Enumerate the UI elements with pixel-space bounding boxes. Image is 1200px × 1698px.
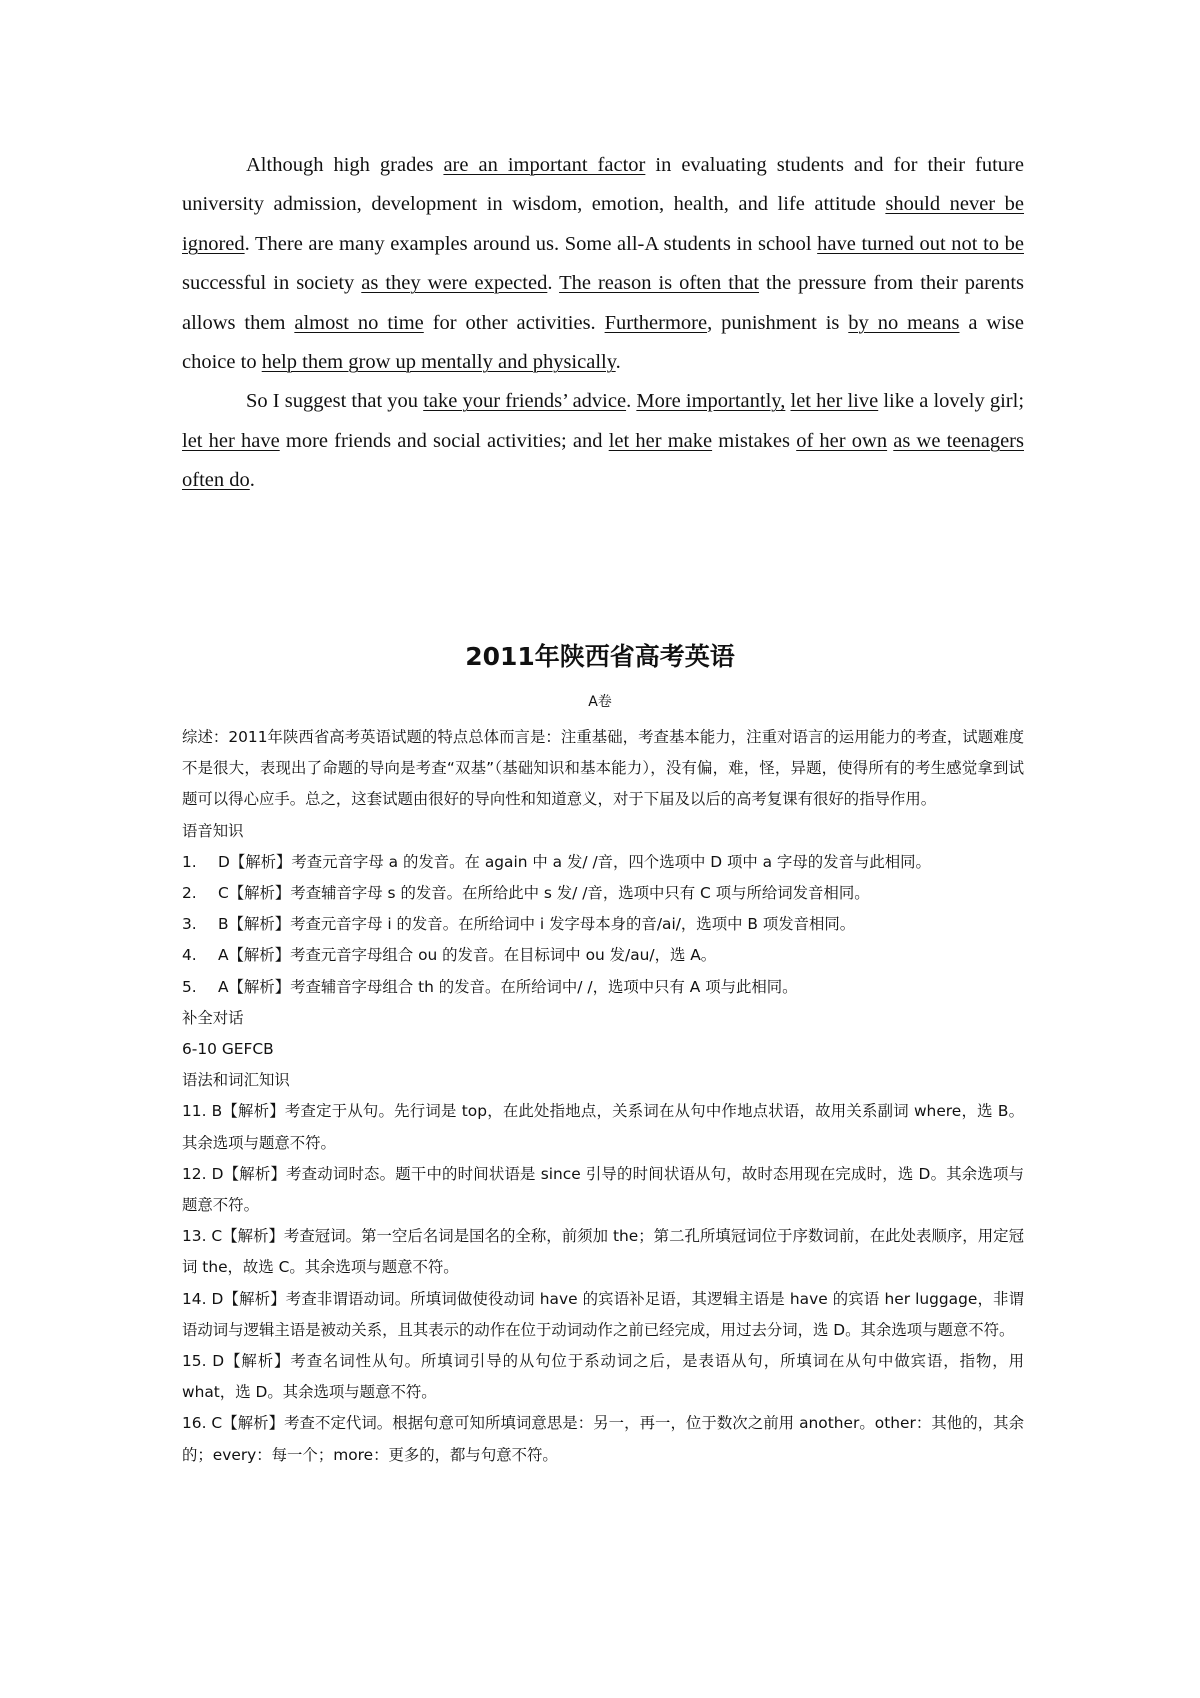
essay-text: like a lovely girl; — [878, 390, 1025, 413]
essay-text: . — [547, 272, 560, 295]
underlined-phrase: by no means — [848, 311, 960, 334]
underlined-phrase: are an important factor — [443, 154, 646, 176]
essay-text: . — [626, 390, 637, 413]
essay-text: a wise choice to — [182, 311, 1024, 374]
grammar-item: 15. D【解析】考查名词性从句。所填词引导的从句位于系动词之后，是表语从句，所填词在从句中做宾语，指物，用 what，选 D。其余选项与题意不符。 — [182, 1352, 1024, 1402]
essay-paragraph-1 — [182, 146, 1024, 382]
grammar-item: 13. C【解析】考查冠词。第一空后名词是国名的全称，前须加 the；第二孔所填冠词位于序数词前，在此处表顺序，用定冠词 the，故选 C。其余选项与题意不符。 — [182, 1227, 1024, 1277]
section-heading-dialogue: 补全对话 — [182, 1008, 244, 1027]
summary-paragraph: 综述：2011年陕西省高考英语试题的特点总体而言是：注重基础，考查基本能力，注重对语言的运用能力的考查，试题难度不是很大，表现出了命题的导向是考查“双基”（基础知识和基本能力），没有偏，难，怪，异题，使得所有的考生感觉拿到试题可以得心应手。总之，这套试题由很好的导向性和知道意义，对于下届及以后的高考复课有很好的指导作用。 — [182, 728, 1024, 809]
essay-text: the pressure from their parents allows them — [182, 272, 1024, 334]
essay-text: So I suggest that you — [246, 390, 424, 413]
essay-text: . — [249, 469, 255, 492]
item-number: 5. — [182, 977, 197, 996]
item-text: C【解析】考查辅音字母 s 的发音。在所给此中 s 发/ /音，选项中只有 C 项与所给词发音相同。 — [218, 884, 870, 903]
item-number: 4. — [182, 946, 197, 965]
essay-text: for other activities. — [423, 311, 605, 334]
item-number: 3. — [182, 915, 197, 934]
underlined-phrase: should never be ignored — [182, 193, 1025, 255]
essay-text: more friends and social activities; and — [279, 429, 609, 452]
item-text: A【解析】考查辅音字母组合 th 的发音。在所给词中/ /，选项中只有 A 项与此相同。 — [218, 977, 798, 996]
underlined-phrase: of her own — [796, 429, 888, 452]
underlined-phrase: More importantly, — [636, 390, 786, 413]
page-subtitle: A卷 — [588, 694, 612, 710]
dialogue-answers: 6-10 GEFCB — [182, 1040, 274, 1059]
item-number: 2. — [182, 884, 197, 903]
item-number: 1. — [182, 852, 197, 871]
underlined-phrase: as we teenagers often do — [182, 429, 1024, 492]
essay-text: in evaluating students and for their future university admission, development in wisdom, emotion, health, and life attitude — [182, 154, 1024, 216]
underlined-phrase: take your friends’ advice — [423, 390, 627, 413]
underlined-phrase: Furthermore — [604, 311, 708, 334]
grammar-item: 14. D【解析】考查非谓语动词。所填词做使役动词 have 的宾语补足语，其逻辑主语是 have 的宾语 her luggage，非谓语动词与逻辑主语是被动关系，且其表示的动作在位于动词动作之前已经完成，用过去分词，选 D。其余选项与题意不符。 — [182, 1289, 1024, 1339]
essay-text: successful in society — [182, 272, 362, 295]
item-text: A【解析】考查元音字母组合 ou 的发音。在目标词中 ou 发/au/，选 A。 — [218, 946, 717, 965]
phonetics-item — [182, 940, 1024, 971]
underlined-phrase: let her live — [790, 390, 879, 413]
essay-block — [182, 146, 1024, 501]
grammar-item: 16. C【解析】考查不定代词。根据句意可知所填词意思是：另一，再一，位于数次之前用 another。other：其他的，其余的；every：每一个；more：更多的，都与句意不符。 — [182, 1414, 1024, 1464]
underlined-phrase: almost no time — [294, 311, 424, 334]
phonetics-item — [182, 972, 1024, 1003]
section-heading-grammar: 语法和词汇知识 — [182, 1071, 290, 1090]
phonetics-item — [182, 878, 1024, 909]
grammar-item: 11. B【解析】考查定于从句。先行词是 top，在此处指地点，关系词在从句中作地点状语，故用关系副词 where，选 B。其余选项与题意不符。 — [182, 1102, 1024, 1152]
item-text: B【解析】考查元音字母 i 的发音。在所给词中 i 发字母本身的音/ai/，选项中 B 项发音相同。 — [218, 915, 856, 934]
essay-text: . There are many examples around us. Some all-A students in school — [244, 232, 818, 255]
essay-paragraph-2 — [182, 382, 1024, 500]
underlined-phrase: help them grow up mentally and physically — [261, 351, 616, 374]
page-title: 2011年陕西省高考英语 — [465, 642, 735, 671]
underlined-phrase: The reason is often that — [559, 272, 760, 295]
section-heading-phonetics: 语音知识 — [182, 821, 244, 840]
analysis-body — [182, 722, 1024, 1471]
underlined-phrase: let her make — [608, 429, 713, 452]
essay-text: . — [615, 351, 621, 374]
essay-text: , punishment is — [707, 311, 849, 334]
phonetics-item — [182, 847, 1024, 878]
essay-text: Although high grades — [246, 154, 444, 176]
grammar-item: 12. D【解析】考查动词时态。题干中的时间状语是 since 引导的时间状语从句，故时态用现在完成时，选 D。其余选项与题意不符。 — [182, 1164, 1024, 1215]
underlined-phrase: let her have — [182, 429, 280, 452]
item-text: D【解析】考查元音字母 a 的发音。在 again 中 a 发/ /音，四个选项中 D 项中 a 字母的发音与此相同。 — [218, 852, 931, 871]
essay-text: mistakes — [712, 429, 797, 452]
underlined-phrase: as they were expected — [361, 272, 548, 295]
underlined-phrase: have turned out not to be — [817, 232, 1024, 255]
phonetics-item — [182, 909, 1024, 940]
